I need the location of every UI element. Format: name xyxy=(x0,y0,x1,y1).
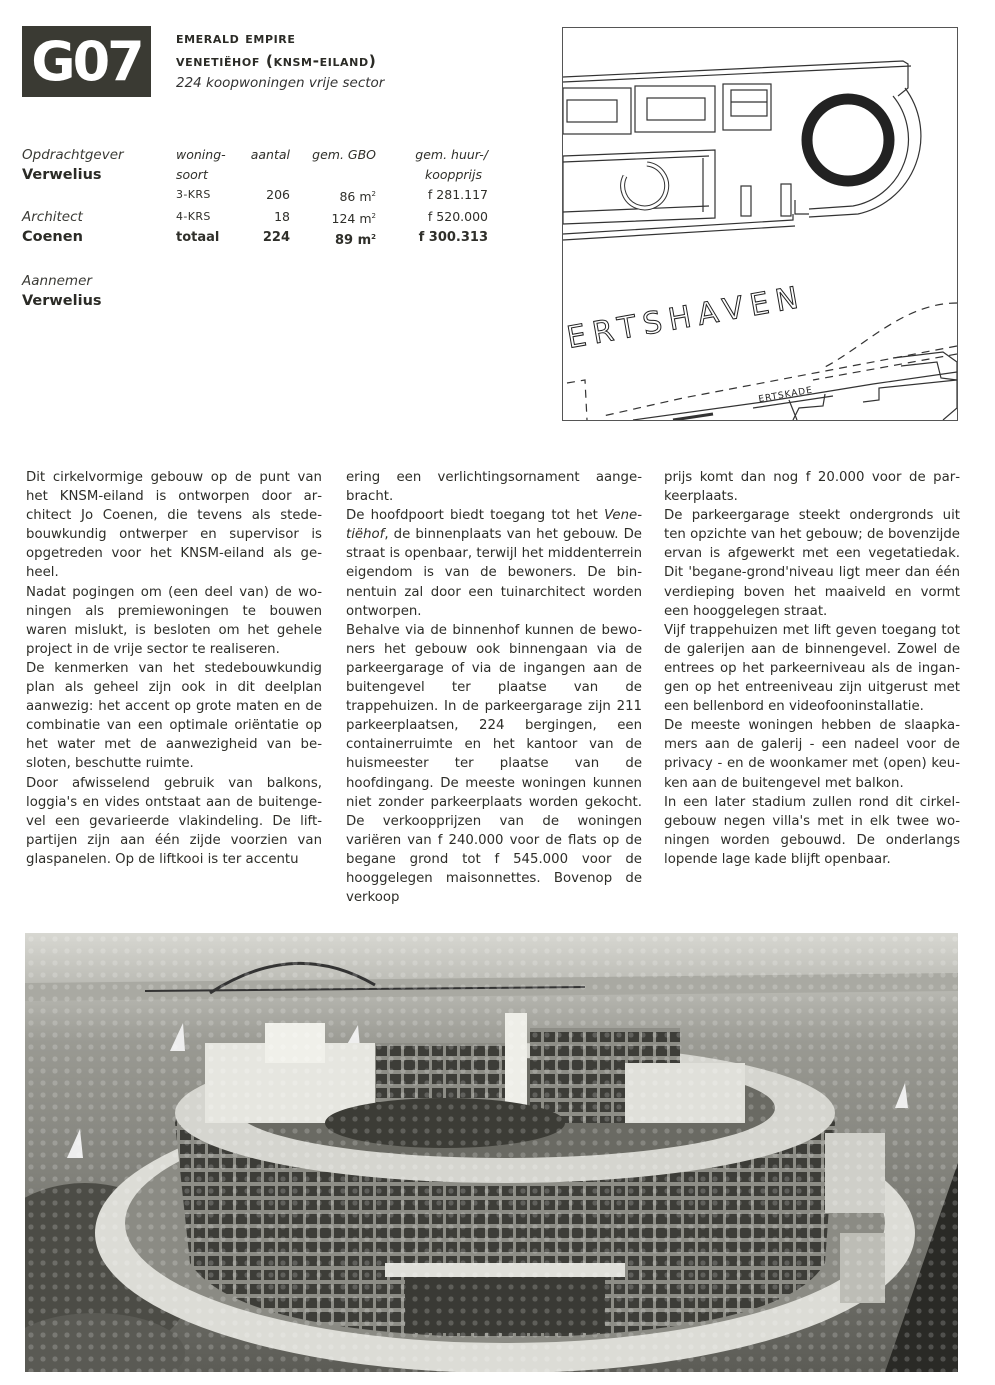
project-subtitle: 224 koopwoningen vrije sector xyxy=(176,75,385,91)
credit-role: Opdrachtgever xyxy=(22,147,124,163)
paragraph: prijs komt dan nog f 20.000 voor de parkeerplaats. xyxy=(664,470,960,505)
header-area: gem. GBO xyxy=(312,147,376,162)
table-header-row xyxy=(176,145,490,185)
paragraph: De hoofdpoort biedt toegang tot het Venetiëhof, de binnenplaats van het gebouw. De straat is openbaar, terwijl het middenterrein eigendom is van de bewoners. De binnentuin zal door een tuinarchitect worden ontworpen. xyxy=(346,508,642,619)
credit-architect xyxy=(22,207,83,247)
paragraph: Vijf trappehuizen met lift geven toegang tot de galerijen aan de binnengevel. Zowel de entrees op het parkeerniveau als de ingangen op het entreeniveau zijn uitgerust met een bellenbord en videofooninstallatie. xyxy=(664,622,960,715)
paragraph: Behalve via de binnenhof kunnen de bewoners het gebouw ook binnengaan via de parkeergarage of via de ingangen aan de buitengevel ter plaatse van de trappehuizen. In de parkeergarage zijn 211 parkeerplaatsen, 224 bergingen, een containerruimte en het kantoor van de huismeester ter plaatse van de hoofdingang. De meeste woningen kunnen niet zonder parkeerplaats worden gekocht. De verkoopprijzen van de woningen variëren van f 240.000 voor de flats op de begane grond tot f 545.000 voor de hooggelegen maisonnettes. Bovenop de verkoop xyxy=(346,622,642,906)
map-water-label: ERTSHAVEN xyxy=(564,279,808,356)
paragraph: De meeste woningen hebben de slaapkamers aan de galerij - een nadeel voor de privacy - en de woonkamer met (open) keuken aan de buitengevel met balkon. xyxy=(664,718,960,791)
map-street-label: ERTSKADE xyxy=(757,385,814,405)
credit-client xyxy=(22,145,124,185)
body-column-3 xyxy=(664,468,960,869)
credit-name: Verwelius xyxy=(22,293,102,309)
paragraph: Dit cirkelvormige gebouw op de punt van het KNSM-eiland is ontworpen door architect Jo Coenen, die tevens als stedebouwkundig ontwerper en supervisor is opgetreden voor het KNSM-eiland als geheel. xyxy=(26,470,322,581)
body-column-2 xyxy=(346,468,642,907)
credit-name: Coenen xyxy=(22,229,83,245)
project-code-badge: G07 xyxy=(22,26,151,97)
header-type: woning- soort xyxy=(176,147,226,182)
building-aerial-photo xyxy=(25,933,958,1372)
spec-table xyxy=(176,145,490,251)
header-price: gem. huur-/ koopprijs xyxy=(415,147,488,182)
body-column-1 xyxy=(26,468,322,869)
project-location: venetiëhof (knsm-eiland) xyxy=(176,52,377,70)
project-title: emerald empire xyxy=(176,29,296,47)
title-block xyxy=(176,27,384,93)
table-row: 3-KRS 206 86 $m^2$ f 281.117 xyxy=(176,187,488,204)
paragraph: De kenmerken van het stedebouwkundig plan als geheel zijn ook in dit deelplan aanwezig: het accent op grote maten en de combinatie van een optimale oriëntatie op het water met de aanwezigheid van besloten, beschutte ruimte. xyxy=(26,660,322,772)
paragraph: De parkeergarage steekt ondergronds uit ten opzichte van het gebouw; de bovenzijde ervan is afgewerkt met een vegetatiedak. Dit 'begane-grond'niveau ligt meer dan één verdieping boven het maaiveld en vormt een hooggelegen straat. xyxy=(664,508,960,619)
paragraph: Nadat pogingen om (een deel van) de woningen als premiewoningen te bouwen waren mislukt, is besloten om het gehele project in de vrije sector te realiseren. xyxy=(26,584,322,657)
credit-contractor xyxy=(22,271,102,311)
paragraph: In een later stadium zullen rond dit cirkelgebouw negen villa's met in elk twee woningen worden gebouwd. De onderlangs lopende lage kade blijft openbaar. xyxy=(664,794,960,867)
table-total-row: totaal 224 89 $m^2$ f 300.313 xyxy=(176,230,488,248)
map-labels xyxy=(563,28,957,420)
paragraph: Door afwisselend gebruik van balkons, loggia's en vides ontstaat aan de buitengevel een gevarieerde vlakindeling. De liftpartijen zijn aan één zijde voorzien van glaspanelen. Op de liftkooi is ter accentu xyxy=(26,775,322,867)
table-row: 4-KRS 18 124 $m^2$ f 520.000 xyxy=(176,208,488,226)
credit-role: Aannemer xyxy=(22,273,92,289)
credit-name: Verwelius xyxy=(22,167,102,183)
credit-role: Architect xyxy=(22,209,83,225)
site-map xyxy=(562,27,958,421)
paragraph: ering een verlichtingsornament aangebracht. xyxy=(346,470,642,505)
venetiehof-italic: Venetiëhof xyxy=(346,508,642,543)
photo-illustration xyxy=(25,933,958,1372)
header-count: aantal xyxy=(250,147,290,162)
